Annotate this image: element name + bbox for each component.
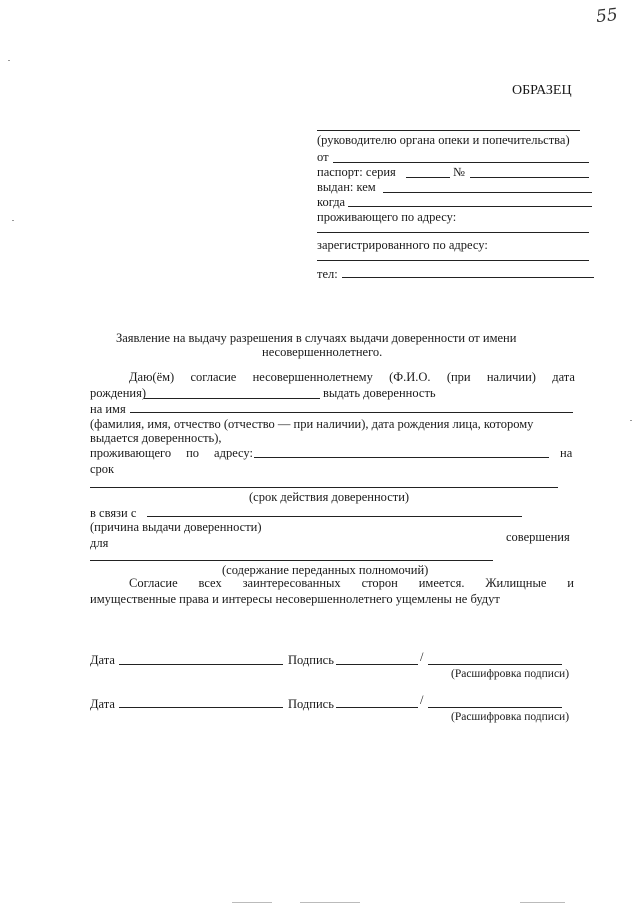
committing-label: совершения (506, 530, 570, 544)
sample-label: ОБРАЗЕЦ (512, 83, 572, 98)
document-title-line2: несовершеннолетнего. (262, 345, 383, 359)
trustee-name-blank[interactable] (130, 412, 573, 413)
fio-hint-line2: выдается доверенность), (90, 431, 222, 445)
decode-hint: (Расшифровка подписи) (451, 668, 570, 680)
agreement-word: сторон (361, 576, 398, 590)
agreement-word: Жилищные (485, 576, 547, 590)
registered-label: зарегистрированного по адресу: (317, 238, 488, 252)
consent-word: согласие (190, 370, 237, 384)
consent-word: Даю(ём) (129, 370, 175, 384)
agreement-line2: имущественные права и интересы несовершеннолетнего ущемлены не будут (90, 592, 500, 606)
passport-number-blank[interactable] (470, 177, 589, 178)
scan-artifact (300, 902, 360, 903)
when-blank[interactable] (348, 206, 592, 207)
reason-hint: (причина выдачи доверенности) (90, 520, 262, 534)
term-blank[interactable] (90, 487, 558, 488)
agreement-word: Согласие (129, 576, 178, 590)
signature-blank[interactable] (336, 664, 418, 665)
agreement-line (129, 576, 574, 590)
agreement-word: всех (198, 576, 222, 590)
for-word-label: для (90, 536, 109, 550)
residing-blank[interactable] (317, 232, 589, 233)
consent-word: дата (552, 370, 575, 384)
term-hint: (срок действия доверенности) (249, 490, 410, 504)
agreement-word: имеется. (418, 576, 465, 590)
residing-line (90, 446, 253, 460)
signature-label: Подпись (288, 653, 334, 667)
when-label: когда (317, 195, 346, 209)
minor-birth-blank[interactable] (144, 398, 320, 399)
issue-poa-label: выдать доверенность (323, 386, 436, 400)
consent-word: (при (446, 370, 471, 384)
scan-speck (630, 420, 632, 421)
consent-word: несовершеннолетнему (252, 370, 373, 384)
for-label: на (560, 446, 573, 460)
passport-series-blank[interactable] (406, 177, 450, 178)
issued-by-blank[interactable] (383, 192, 592, 193)
date-label: Дата (90, 697, 115, 711)
issued-by-label: выдан: кем (317, 180, 376, 194)
residing-word: адресу: (214, 446, 253, 460)
scan-artifact (232, 902, 272, 903)
date-blank[interactable] (119, 707, 283, 708)
consent-word: наличии) (486, 370, 536, 384)
scan-speck (12, 220, 14, 221)
agreement-word: и (567, 576, 574, 590)
powers-hint: (содержание переданных полномочий) (222, 563, 429, 577)
recipient-blank[interactable] (317, 130, 580, 131)
passport-number-label: № (453, 165, 465, 179)
fio-hint-line1: (фамилия, имя, отчество (отчество — при наличии), дата рождения лица, которому (90, 417, 534, 431)
phone-label: тел: (317, 267, 338, 281)
reason-blank[interactable] (147, 516, 522, 517)
powers-blank[interactable] (90, 560, 493, 561)
page-number: 55 (595, 4, 619, 28)
birth-label: рождения) (90, 386, 147, 400)
agreement-word: заинтересованных (242, 576, 341, 590)
signature-label: Подпись (288, 697, 334, 711)
signature-decode-blank[interactable] (428, 707, 562, 708)
decode-hint: (Расшифровка подписи) (451, 711, 570, 723)
slash-separator: / (420, 650, 424, 664)
date-label: Дата (90, 653, 115, 667)
recipient-hint: (руководителю органа опеки и попечительства) (317, 133, 570, 147)
consent-line (129, 370, 575, 384)
signature-decode-blank[interactable] (428, 664, 562, 665)
scan-speck (8, 60, 10, 61)
to-name-label: на имя (90, 402, 126, 416)
residing-label: проживающего по адресу: (317, 210, 457, 224)
date-blank[interactable] (119, 664, 283, 665)
residing-word: по (186, 446, 200, 460)
phone-blank[interactable] (342, 277, 594, 278)
trustee-address-blank[interactable] (254, 457, 549, 458)
term-label: срок (90, 462, 115, 476)
scan-artifact (520, 902, 565, 903)
passport-series-label: паспорт: серия (317, 165, 396, 179)
in-connection-label: в связи с (90, 506, 137, 520)
residing-word: проживающего (90, 446, 172, 460)
slash-separator: / (420, 693, 424, 707)
registered-blank[interactable] (317, 260, 589, 261)
from-label: от (317, 150, 329, 164)
signature-blank[interactable] (336, 707, 418, 708)
document-title-line1: Заявление на выдачу разрешения в случаях выдачи доверенности от имени (116, 331, 517, 345)
from-blank[interactable] (333, 162, 589, 163)
consent-word: (Ф.И.О. (389, 370, 431, 384)
